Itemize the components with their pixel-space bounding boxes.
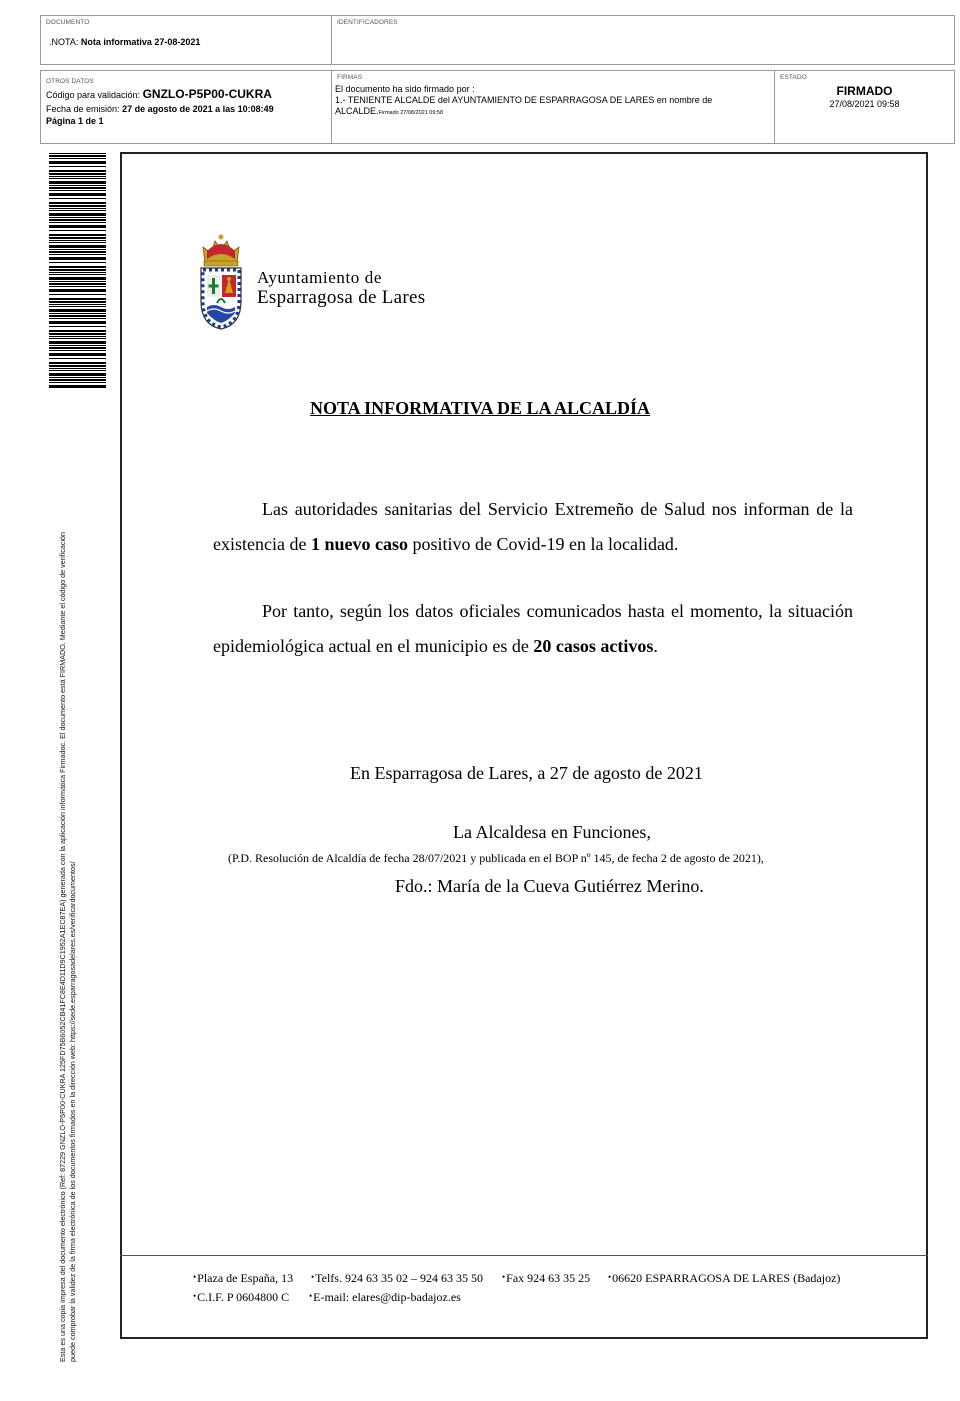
- footer-fax: •Fax 924 63 35 25: [502, 1271, 591, 1285]
- status-date: 27/08/2021 09:58: [829, 99, 900, 109]
- barcode-bar: [49, 237, 106, 239]
- signatures-line-3: ALCALDE.: [335, 106, 379, 116]
- paragraph-2-text-a: Por tanto, según los datos oficiales comunicados hasta el momento, la situación epidemiológica actual en el municipio es de: [213, 601, 853, 656]
- status-box: [774, 70, 955, 144]
- barcode-bar: [49, 347, 106, 349]
- barcode-bar: [49, 262, 106, 263]
- status-value: FIRMADO: [836, 84, 893, 98]
- signatures-line-2: 1.- TENIENTE ALCALDE del AYUNTAMIENTO DE ESPARRAGOSA DE LARES en nombre de: [335, 95, 713, 105]
- barcode-bar: [49, 370, 106, 371]
- barcode-bar: [49, 336, 106, 337]
- active-cases-count: 20 casos activos: [533, 636, 654, 656]
- barcode-bar: [49, 166, 106, 167]
- barcode-bar: [49, 219, 106, 221]
- signatures-caption: FIRMAS: [337, 74, 363, 81]
- footer-cif: •C.I.F. P 0604800 C: [193, 1290, 290, 1304]
- status-caption: ESTADO: [780, 74, 807, 81]
- barcode-bar: [49, 281, 106, 282]
- barcode-bar: [49, 333, 106, 335]
- page-indicator: Página 1 de 1: [46, 116, 104, 126]
- verification-text-line-1: Esta es una copia impresa del documento electrónico (Ref: 87229 GNZLO-P5P00-CUKRA 125FD75B6052CB41FC8E4D11D9C1952A1EC87EA) generada con la aplicación informática Firmadoc. El documento está FIRMADO. Mediante el código de verificación: [58, 531, 67, 1362]
- barcode-bar: [49, 283, 106, 285]
- barcode-image: [49, 153, 106, 390]
- paragraph-1-text-a: Las autoridades sanitarias del Servicio Extremeño de Salud nos informan de la existencia de: [213, 499, 853, 554]
- footer-email[interactable]: •E-mail: elares@dip-badajoz.es: [309, 1290, 461, 1304]
- barcode-bar: [49, 185, 106, 186]
- paragraph-1-text-c: positivo de Covid-19 en la localidad.: [407, 534, 679, 554]
- barcode-bar: [49, 190, 106, 191]
- barcode-bar: [49, 365, 106, 367]
- document-caption: DOCUMENTO: [46, 19, 90, 26]
- barcode-bar: [49, 251, 106, 253]
- signed-timestamp: Firmado 27/08/2021 09:58: [378, 110, 444, 116]
- document-title: Nota informativa 27-08-2021: [80, 37, 201, 47]
- place-date: En Esparragosa de Lares, a 27 de agosto de 2021: [350, 763, 703, 783]
- barcode-bar: [49, 269, 106, 271]
- barcode-bar: [49, 213, 106, 216]
- barcode-bar: [49, 181, 106, 184]
- barcode-bar: [49, 240, 106, 241]
- document-prefix: .NOTA:: [49, 37, 79, 47]
- barcode-bar: [49, 353, 106, 356]
- barcode-bar: [49, 277, 106, 280]
- barcode-bar: [49, 362, 106, 364]
- barcode-bar: [49, 222, 106, 223]
- barcode-bar: [49, 304, 106, 305]
- signer-role: La Alcaldesa en Funciones,: [453, 822, 651, 842]
- validation-code: GNZLO-P5P00-CUKRA: [142, 87, 272, 101]
- barcode-bar: [49, 158, 106, 159]
- barcode-bar: [49, 178, 106, 179]
- barcode-bar: [49, 208, 106, 209]
- barcode-bar: [49, 205, 106, 207]
- barcode-bar: [49, 274, 106, 275]
- barcode-bar: [49, 254, 106, 255]
- footer-phones: •Telfs. 924 63 35 02 – 924 63 35 50: [311, 1271, 483, 1285]
- barcode-bar: [49, 225, 106, 228]
- barcode-bar: [49, 249, 106, 250]
- barcode-bar: [49, 377, 106, 378]
- verification-text-line-2: puede comprobar la validez de la firma electrónica de los documentos firmados en la dirección web: https://sede.esparragosadelares.es/verificardocumentos/: [68, 861, 77, 1362]
- barcode-bar: [49, 173, 106, 175]
- barcode-bar: [49, 272, 106, 273]
- issue-date-label: Fecha de emisión:: [46, 104, 120, 114]
- signatures-line-1: El documento ha sido firmado por :: [335, 84, 475, 94]
- paragraph-1: [213, 492, 853, 562]
- barcode-bar: [49, 286, 106, 287]
- barcode-bar: [49, 313, 106, 314]
- footer-postal: •06620 ESPARRAGOSA DE LARES (Badajoz): [608, 1271, 841, 1285]
- other-data-box: [40, 70, 332, 144]
- issue-date: 27 de agosto de 2021 a las 10:08:49: [122, 104, 274, 114]
- barcode-bar: [49, 345, 106, 346]
- barcode-bar: [49, 198, 106, 199]
- signer-name: Fdo.: María de la Cueva Gutiérrez Merino.: [395, 876, 704, 896]
- barcode-bar: [49, 257, 106, 260]
- identifiers-box: [331, 15, 955, 65]
- barcode-bar: [49, 338, 106, 339]
- barcode-bar: [49, 193, 106, 196]
- barcode-bar: [49, 298, 106, 300]
- paragraph-2: [213, 594, 853, 664]
- barcode-bar: [49, 176, 106, 177]
- barcode-bar: [49, 373, 106, 376]
- document-heading: [0, 398, 960, 419]
- barcode-bar: [49, 368, 106, 369]
- coat-of-arms-icon: [195, 233, 247, 331]
- document-heading-text: NOTA INFORMATIVA DE LA ALCALDÍA: [309, 398, 651, 418]
- barcode-bar: [49, 153, 106, 154]
- barcode-bar: [49, 341, 106, 344]
- barcode-bar: [49, 330, 106, 332]
- other-data-caption: OTROS DATOS: [46, 78, 94, 85]
- barcode-bar: [49, 202, 106, 204]
- document-box: [40, 15, 332, 65]
- barcode-bar: [49, 382, 106, 383]
- barcode-bar: [49, 289, 106, 292]
- barcode-bar: [49, 350, 106, 351]
- barcode-bar: [49, 318, 106, 319]
- new-cases-count: 1 nuevo caso: [310, 534, 408, 554]
- barcode-bar: [49, 245, 106, 248]
- barcode-bar: [49, 301, 106, 303]
- barcode-bar: [49, 294, 106, 295]
- delegation-note: (P.D. Resolución de Alcaldía de fecha 28/07/2021 y publicada en el BOP nº 145, de fecha 2 de agosto de 2021),: [228, 851, 764, 865]
- barcode-bar: [49, 358, 106, 359]
- barcode-bar: [49, 161, 106, 164]
- barcode-bar: [49, 306, 106, 307]
- footer-address: •Plaza de España, 13: [193, 1271, 294, 1285]
- paragraph-2-text-c: .: [653, 636, 658, 656]
- footer-divider: [120, 1255, 928, 1256]
- barcode-bar: [49, 242, 106, 243]
- barcode-bar: [49, 379, 106, 381]
- barcode-bar: [49, 155, 106, 157]
- barcode-bar: [49, 210, 106, 211]
- letterhead-line-1: Ayuntamiento de: [257, 268, 382, 287]
- barcode-bar: [49, 234, 106, 236]
- barcode-bar: [49, 315, 106, 317]
- validation-code-label: Código para validación:: [46, 90, 141, 100]
- barcode-bar: [49, 170, 106, 172]
- barcode-bar: [49, 326, 106, 327]
- letterhead-line-2: Esparragosa de Lares: [257, 287, 426, 308]
- signatures-box: [331, 70, 775, 144]
- barcode-bar: [49, 230, 106, 231]
- barcode-bar: [49, 309, 106, 312]
- identifiers-caption: IDENTIFICADORES: [337, 19, 398, 26]
- barcode-bar: [49, 321, 106, 324]
- barcode-bar: [49, 266, 106, 268]
- barcode-bar: [49, 217, 106, 218]
- barcode-bar: [49, 385, 106, 388]
- barcode-bar: [49, 187, 106, 189]
